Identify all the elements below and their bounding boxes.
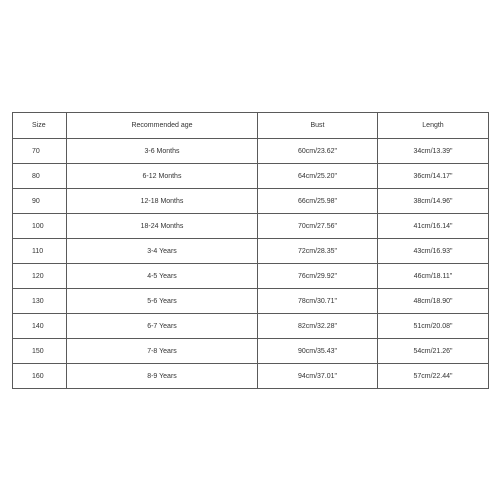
cell-size: 110	[13, 239, 67, 264]
cell-size: 130	[13, 289, 67, 314]
cell-length: 48cm/18.90"	[378, 289, 489, 314]
cell-recommended-age: 3-6 Months	[67, 139, 258, 164]
cell-size: 160	[13, 364, 67, 389]
header-size: Size	[13, 113, 67, 139]
table-row	[13, 314, 489, 339]
cell-bust: 82cm/32.28"	[258, 314, 378, 339]
cell-recommended-age: 12-18 Months	[67, 189, 258, 214]
cell-length: 46cm/18.11"	[378, 264, 489, 289]
cell-bust: 72cm/28.35"	[258, 239, 378, 264]
header-bust: Bust	[258, 113, 378, 139]
cell-bust: 76cm/29.92"	[258, 264, 378, 289]
cell-size: 90	[13, 189, 67, 214]
table-row	[13, 214, 489, 239]
cell-recommended-age: 3-4 Years	[67, 239, 258, 264]
table-row	[13, 264, 489, 289]
header-row	[13, 113, 489, 139]
table-header	[13, 113, 489, 139]
cell-size: 120	[13, 264, 67, 289]
table-row	[13, 189, 489, 214]
table-row	[13, 364, 489, 389]
cell-length: 36cm/14.17"	[378, 164, 489, 189]
cell-bust: 78cm/30.71"	[258, 289, 378, 314]
cell-length: 54cm/21.26"	[378, 339, 489, 364]
table-row	[13, 289, 489, 314]
cell-bust: 66cm/25.98"	[258, 189, 378, 214]
header-length: Length	[378, 113, 489, 139]
cell-length: 41cm/16.14"	[378, 214, 489, 239]
cell-size: 150	[13, 339, 67, 364]
size-chart-table	[12, 112, 489, 389]
cell-recommended-age: 4-5 Years	[67, 264, 258, 289]
cell-bust: 64cm/25.20"	[258, 164, 378, 189]
table-body	[13, 139, 489, 389]
cell-size: 70	[13, 139, 67, 164]
cell-size: 80	[13, 164, 67, 189]
table-row	[13, 239, 489, 264]
cell-bust: 70cm/27.56"	[258, 214, 378, 239]
cell-length: 57cm/22.44"	[378, 364, 489, 389]
cell-recommended-age: 6-12 Months	[67, 164, 258, 189]
cell-length: 43cm/16.93"	[378, 239, 489, 264]
cell-recommended-age: 5-6 Years	[67, 289, 258, 314]
cell-size: 100	[13, 214, 67, 239]
header-recommended-age: Recommended age	[67, 113, 258, 139]
cell-recommended-age: 7-8 Years	[67, 339, 258, 364]
cell-length: 34cm/13.39"	[378, 139, 489, 164]
cell-bust: 90cm/35.43"	[258, 339, 378, 364]
cell-recommended-age: 8-9 Years	[67, 364, 258, 389]
cell-recommended-age: 6-7 Years	[67, 314, 258, 339]
cell-bust: 94cm/37.01"	[258, 364, 378, 389]
cell-bust: 60cm/23.62"	[258, 139, 378, 164]
cell-length: 51cm/20.08"	[378, 314, 489, 339]
cell-recommended-age: 18-24 Months	[67, 214, 258, 239]
table-row	[13, 339, 489, 364]
cell-length: 38cm/14.96"	[378, 189, 489, 214]
table-row	[13, 139, 489, 164]
table-row	[13, 164, 489, 189]
cell-size: 140	[13, 314, 67, 339]
